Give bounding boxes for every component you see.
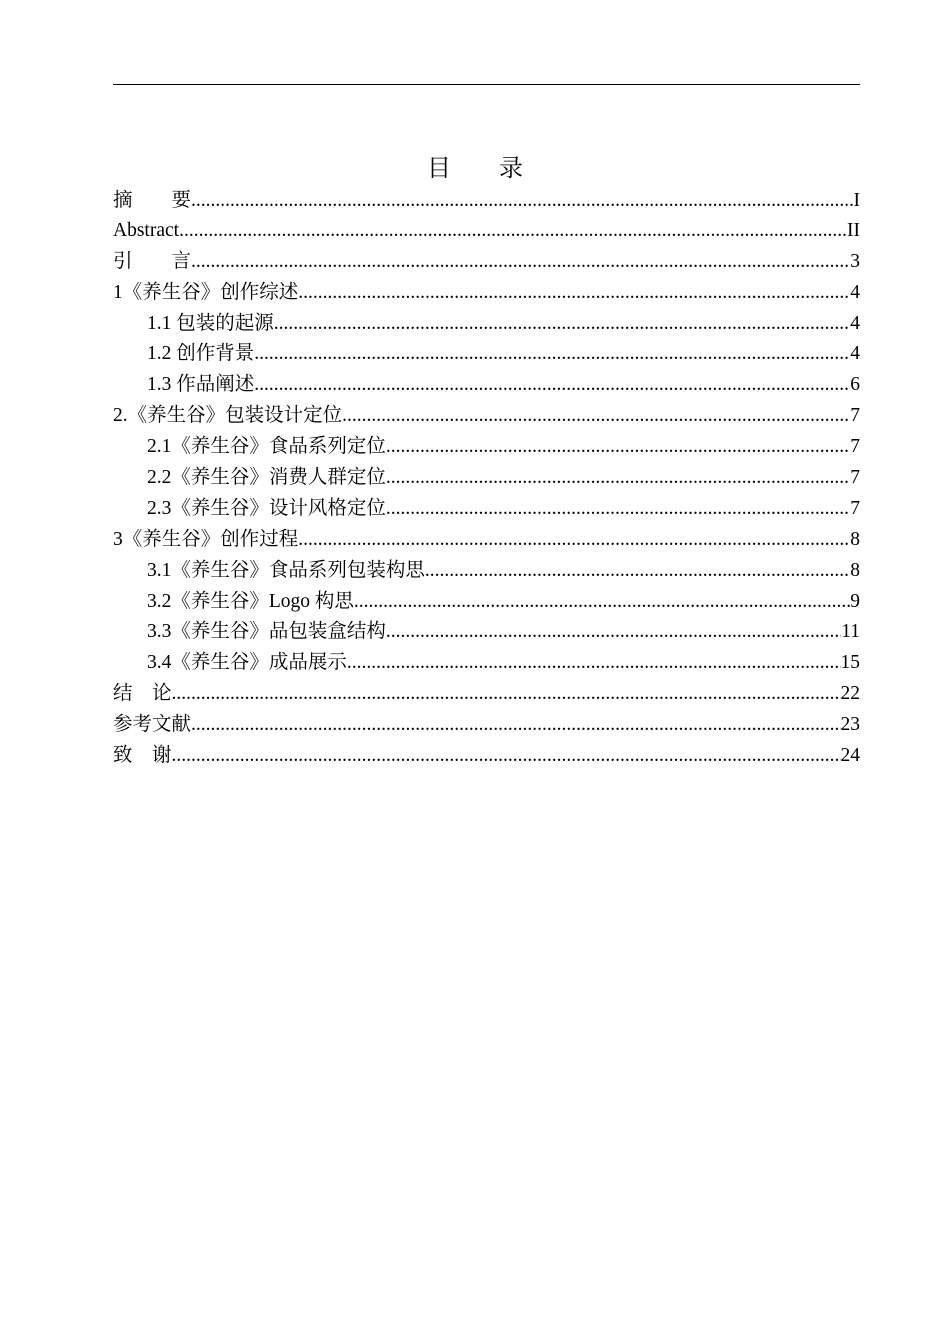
toc-entry-label: 2.2《养生谷》消费人群定位 [147, 467, 386, 489]
toc-entry[interactable] [113, 741, 860, 772]
toc-entry-page-number: 7 [850, 467, 860, 489]
toc-entry-label: 引 言 [113, 250, 192, 272]
toc-entry[interactable] [113, 587, 860, 618]
toc-entry-label: 1.2 创作背景 [147, 343, 255, 365]
table-of-contents [113, 185, 860, 772]
toc-leader-dots [298, 278, 850, 309]
toc-entry[interactable] [113, 339, 860, 370]
toc-entry[interactable] [113, 185, 860, 216]
toc-entry-label: 2.3《养生谷》设计风格定位 [147, 497, 386, 519]
toc-leader-dots [347, 648, 841, 679]
toc-leader-dots [386, 432, 850, 463]
toc-entry[interactable] [113, 216, 860, 247]
toc-leader-dots [172, 679, 841, 710]
toc-entry[interactable] [113, 494, 860, 525]
toc-entry-page-number: 6 [850, 374, 860, 396]
toc-entry[interactable] [113, 247, 860, 278]
toc-entry-page-number: 4 [850, 281, 860, 303]
toc-leader-dots [254, 339, 850, 370]
page-title: 目 录 [427, 154, 523, 182]
toc-entry[interactable] [113, 278, 860, 309]
toc-leader-dots [342, 401, 850, 432]
toc-entry-label: 3《养生谷》创作过程 [113, 528, 299, 550]
toc-entry-label: 3.1《养生谷》食品系列包装构思 [147, 559, 425, 581]
toc-entry[interactable] [113, 617, 860, 648]
toc-leader-dots [172, 741, 841, 772]
toc-entry-label: 3.3《养生谷》品包装盒结构 [147, 621, 386, 643]
toc-entry-page-number: 4 [850, 312, 860, 334]
toc-entry[interactable] [113, 679, 860, 710]
toc-leader-dots [354, 587, 850, 618]
toc-entry-label: 1《养生谷》创作综述 [113, 281, 299, 303]
toc-entry-label: 3.2《养生谷》Logo 构思 [147, 590, 354, 612]
toc-entry[interactable] [113, 556, 860, 587]
toc-entry[interactable] [113, 710, 860, 741]
toc-entry-page-number: II [847, 219, 860, 241]
toc-entry[interactable] [113, 432, 860, 463]
toc-entry-label: 摘 要 [113, 188, 192, 211]
toc-entry-page-number: 7 [850, 405, 860, 427]
toc-entry[interactable] [113, 370, 860, 401]
header-rule [113, 84, 860, 85]
toc-entry-page-number: 9 [850, 590, 860, 612]
toc-entry-page-number: 15 [840, 652, 860, 674]
toc-entry-page-number: 3 [850, 250, 860, 272]
toc-leader-dots [191, 247, 850, 278]
toc-leader-dots [191, 710, 840, 741]
toc-entry-label: 1.1 包装的起源 [147, 312, 274, 334]
toc-leader-dots [274, 309, 850, 340]
toc-leader-dots [179, 216, 847, 247]
toc-entry-page-number: 4 [850, 343, 860, 365]
toc-entry-page-number: 8 [850, 559, 860, 581]
toc-entry-label: Abstract [113, 219, 180, 241]
toc-entry-label: 2.1《养生谷》食品系列定位 [147, 436, 386, 458]
toc-entry[interactable] [113, 463, 860, 494]
toc-entry-label: 3.4《养生谷》成品展示 [147, 652, 347, 674]
toc-leader-dots [298, 525, 850, 556]
toc-entry[interactable] [113, 401, 860, 432]
toc-leader-dots [386, 617, 841, 648]
toc-entry-label: 2.《养生谷》包装设计定位 [113, 405, 343, 427]
toc-entry-label: 致 谢 [113, 745, 172, 767]
toc-leader-dots [425, 556, 850, 587]
toc-entry-label: 参考文献 [113, 714, 192, 736]
toc-entry-page-number: 7 [850, 436, 860, 458]
toc-entry-label: 结 论 [113, 683, 172, 705]
toc-entry-page-number: 8 [850, 528, 860, 550]
toc-entry[interactable] [113, 648, 860, 679]
toc-entry[interactable] [113, 525, 860, 556]
toc-entry-label: 1.3 作品阐述 [147, 374, 255, 396]
toc-leader-dots [254, 370, 850, 401]
toc-entry-page-number: 22 [840, 683, 860, 705]
toc-entry[interactable] [113, 309, 860, 340]
toc-entry-page-number: 7 [850, 497, 860, 519]
toc-leader-dots [386, 463, 850, 494]
toc-entry-page-number: 23 [840, 714, 860, 736]
toc-entry-page-number: 11 [841, 621, 860, 643]
toc-leader-dots [191, 186, 853, 216]
toc-leader-dots [386, 494, 850, 525]
toc-entry-page-number: I [853, 190, 860, 211]
toc-entry-page-number: 24 [840, 745, 860, 767]
